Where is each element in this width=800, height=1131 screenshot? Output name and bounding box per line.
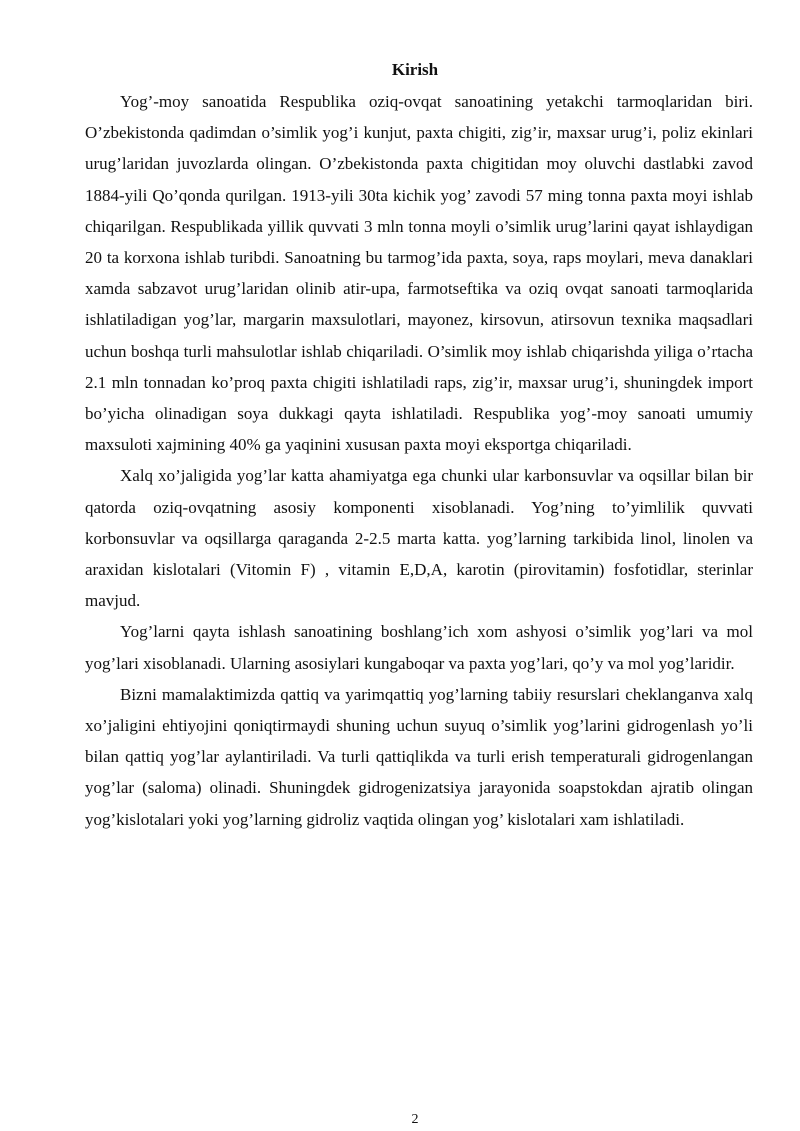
document-body bbox=[85, 86, 753, 835]
page-number: 2 bbox=[411, 1112, 419, 1127]
paragraph-2: Xalq xo’jaligida yog’lar katta ahamiyatga ega chunki ular karbonsuvlar va oqsillar bilan bir qatorda oziq-ovqatning asosiy komponenti xisoblanadi. Yog’ning to’yimlilik quvvati korbonsuvlar va oqsillarga qaraganda 2-2.5 marta katta. yog’larning tarkibida linol, linolen va araxidan kislotalari (Vitomin F) , vitamin E,D,A, karotin (pirovitamin) fosfotidlar, sterinlar mavjud. bbox=[85, 466, 753, 611]
paragraph-3: Yog’larni qayta ishlash sanoatining boshlang’ich xom ashyosi o’simlik yog’lari va mol yog’lari xisoblanadi. Ularning asosiylari kungaboqar va paxta yog’lari, qo’y va mol yog’laridir. bbox=[85, 622, 753, 673]
section-title: Kirish bbox=[391, 60, 439, 79]
paragraph-1: Yog’-moy sanoatida Respublika oziq-ovqat sanoatining yetakchi tarmoqlaridan biri. O’zbekistonda qadimdan o’simlik yog’i kunjut, paxta chigiti, zig’ir, maxsar urug’i, poliz ekinlari urug’laridan juvozlarda olingan. O’zbekistonda paxta chigitidan moy oluvchi dastlabki zavod 1884-yili Qo’qonda qurilgan. 1913-yili 30ta kichik yog’ zavodi 57 ming tonna paxta moyi ishlab chiqarilgan. Respublikada yillik quvvati 3 mln tonna moyli o’simlik urug’larini qayat ishlaydigan 20 ta korxona ishlab turibdi. Sanoatning bu tarmog’ida paxta, soya, raps moylari, meva danaklari xamda sabzavot urug’laridan olinib atir-upa, farmotseftika va oziq ovqat sanoati tarmoqlarida ishlatiladigan yog’lar, margarin maxsulotlari, mayonez, kirsovun, atirsovun texnika maqsadlari uchun boshqa turli mahsulotlar ishlab chiqariladi. O’simlik moy ishlab chiqarishda yiliga o’rtacha 2.1 mln tonnadan ko’proq paxta chigiti ishlatiladi raps, zig’ir, maxsar urug’i, shuningdek import bo’yicha olinadigan soya dukkagi qayta ishlatiladi. Respublika yog’-moy sanoati umumiy maxsuloti xajmining 40% ga yaqinini xususan paxta moyi eksportga chiqariladi. bbox=[85, 92, 753, 455]
paragraph-4: Bizni mamalaktimizda qattiq va yarimqattiq yog’larning tabiiy resurslari cheklanganva xalq xo’jaligini ehtiyojini qoniqtirmaydi shuning uchun suyuq o’simlik yog’larini gidrogenlash yo’li bilan qattiq yog’lar aylantiriladi. Va turli qattiqlikda va turli erish temperaturali gidrogenlangan yog’lar (saloma) olinadi. Shuningdek gidrogenizatsiya jarayonida soapstokdan ajratib olingan yog’kislotalari yoki yog’larning gidroliz vaqtida olingan yog’ kislotalari xam ishlatiladi. bbox=[85, 684, 753, 829]
